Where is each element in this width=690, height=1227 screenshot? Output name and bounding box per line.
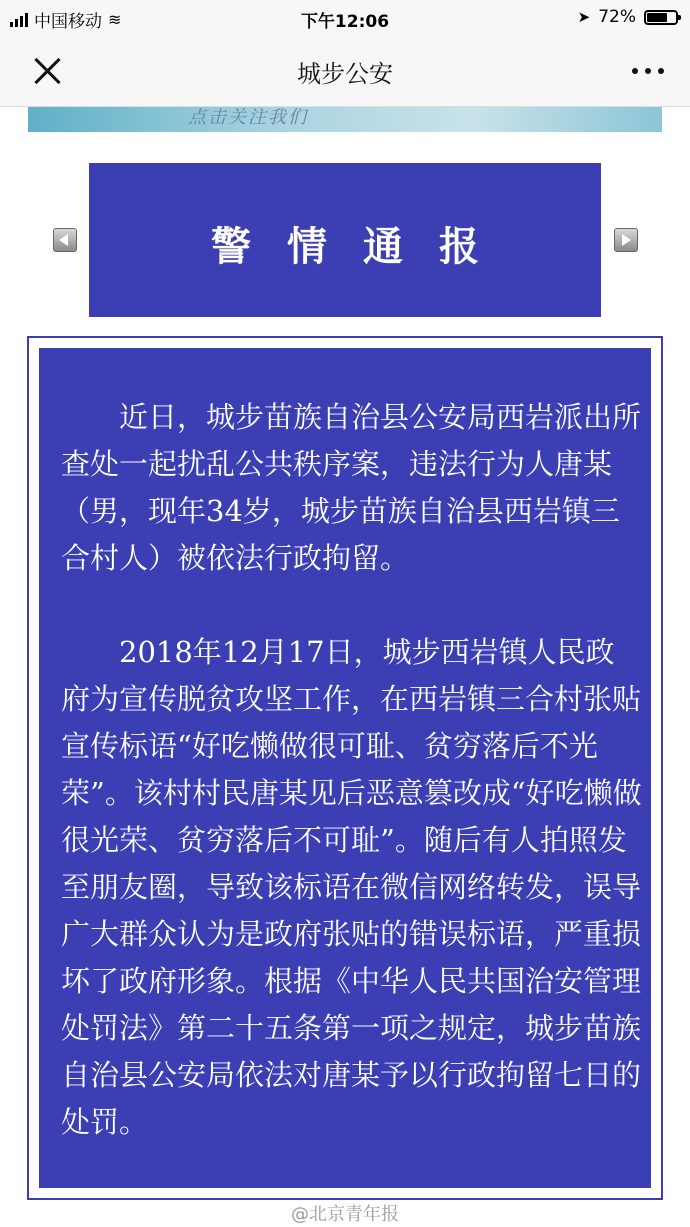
paragraph: 近日，城步苗族自治县公安局西岩派出所查处一起扰乱公共秩序案，违法行为人唐某（男，现年34岁，城步苗族自治县西岩镇三合村人）被依法行政拘留。	[61, 400, 642, 575]
notice-title: 警情通报	[211, 224, 515, 270]
carrier-name: 中国移动	[34, 12, 102, 32]
more-options-icon[interactable]	[632, 68, 664, 74]
follow-banner[interactable]	[28, 107, 662, 132]
battery-fill	[647, 13, 667, 22]
battery-percent: 72%	[598, 7, 636, 27]
paragraph: 2018年12月17日，城步西岩镇人民政府为宣传脱贫攻坚工作，在西岩镇三合村张贴宣传标语“好吃懒做很可耻、贫穷落后不光荣”。该村村民唐某见后恶意篡改成“好吃懒做很光荣、贫穷落后不可耻”。随后有人拍照发至朋友圈，导致该标语在微信网络转发，误导广大群众认为是政府张贴的错误标语，严重损坏了政府形象。根据《中华人民共国治安管理处罚法》第二十五条第一项之规定，城步苗族自治县公安局依法对唐某予以行政拘留七日的处罚。	[61, 635, 642, 1139]
wifi-icon: ≋	[108, 10, 122, 29]
status-time: 下午12:06	[300, 12, 390, 32]
notice-text	[61, 394, 643, 1146]
watermark: @北京青年报	[291, 1204, 399, 1225]
battery-icon	[644, 10, 678, 25]
arrow-right-icon	[614, 228, 638, 252]
notice-content-frame	[27, 336, 663, 1200]
status-bar	[0, 0, 690, 36]
arrow-left-icon	[53, 228, 77, 252]
nav-bar	[0, 36, 690, 107]
banner-text: 点击关注我们	[188, 107, 308, 128]
notice-header	[89, 163, 601, 317]
page-title: 城步公安	[297, 60, 393, 88]
location-arrow-icon: ➤	[577, 8, 591, 26]
status-right	[578, 7, 678, 27]
notice-content	[39, 348, 651, 1188]
